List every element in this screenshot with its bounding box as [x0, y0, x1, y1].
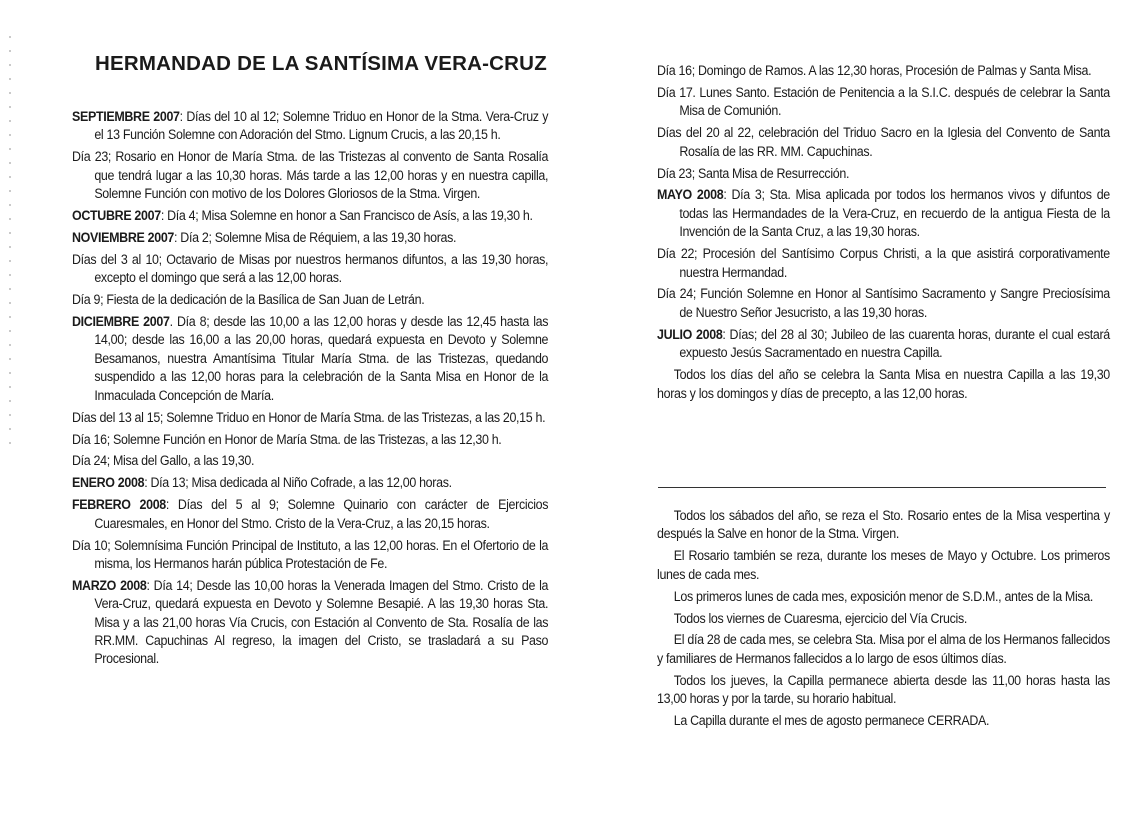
schedule-entry [72, 474, 548, 492]
worship-note: Todos los viernes de Cuaresma, ejercicio del Vía Crucis. [673, 610, 967, 626]
regular-worship-notes [657, 507, 1110, 734]
entry-text: Días del 3 al 10; Octavario de Misas por nuestros hermanos difuntos, a las 19,30 horas, excepto el domingo que será a las 12,00 horas. [72, 251, 549, 286]
entry-text: Día 24; Función Solemne en Honor al Santísimo Sacramento y Sangre Preciosísima de Nuestro Señor Jesucristo, a las 19,30 horas. [657, 286, 1110, 320]
schedule-entry [72, 207, 548, 225]
worship-note: El Rosario también se reza, durante los meses de Mayo y Octubre. Los primeros lunes de cada mes. [657, 548, 1110, 582]
entry-text: Día 24; Misa del Gallo, a las 19,30. [72, 453, 255, 469]
page-title: HERMANDAD DE LA SANTÍSIMA VERA-CRUZ [95, 52, 547, 75]
entry-text: : Días; del 28 al 30; Jubileo de las cuarenta horas, durante el cual estará expuesto Jesús Sacramentado en nuestra Capilla. [679, 326, 1110, 361]
entry-text: . Día 8; desde las 10,00 a las 12,00 horas y desde las 12,45 hasta las 14,00; desde las 16,00 a las 20,00 horas, quedará expuesta en Devoto y Solemne Besamanos, nuestra Amantísima Titular María Stma. de las Tristezas, quedando suspendido a las 12,00 horas para la celebración de la Santa Misa en Honor de la Inmaculada Concepción de María. [94, 314, 549, 403]
schedule-entry [72, 251, 548, 288]
month-heading: NOVIEMBRE 2007 [72, 229, 175, 245]
worship-note: Todos los sábados del año, se reza el Sto. Rosario entes de la Misa vespertina y después la Salve en honor de la Stma. Virgen. [657, 508, 1110, 542]
month-heading: OCTUBRE 2007 [72, 208, 161, 224]
schedule-entry [72, 291, 548, 309]
schedule-entry [72, 229, 548, 247]
month-heading: MARZO 2008 [72, 577, 147, 593]
entry-text: Día 9; Fiesta de la dedicación de la Basílica de San Juan de Letrán. [72, 292, 425, 308]
entry-text: : Días del 5 al 9; Solemne Quinario con carácter de Ejercicios Cuaresmales, en Honor del Stmo. Cristo de la Vera-Cruz, a las 20,15 horas. [94, 497, 549, 531]
left-schedule [72, 108, 548, 672]
entry-text: : Día 3; Sta. Misa aplicada por todos los hermanos vivos y difuntos de todas las Hermandades de la Vera-Cruz, en recuerdo de la antigua Fiesta de la Invención de la Santa Cruz, a las 19,30 horas. [679, 187, 1110, 240]
entry-text: Día 22; Procesión del Santísimo Corpus Christi, a la que asistirá corporativamente nuestra Hermandad. [657, 246, 1110, 280]
entry-text: Días del 13 al 15; Solemne Triduo en Honor de María Stma. de las Tristezas, a las 20,15 h. [72, 409, 546, 425]
schedule-entry [72, 148, 548, 203]
month-heading: ENERO 2008 [72, 475, 145, 491]
month-heading: MAYO 2008 [657, 187, 724, 203]
entry-text: Días del 20 al 22, celebración del Triduo Sacro en la Iglesia del Convento de Santa Rosalía de las RR. MM. Capuchinas. [657, 125, 1110, 159]
entry-text: : Día 13; Misa dedicada al Niño Cofrade, a las 12,00 horas. [144, 475, 452, 491]
schedule-entry [72, 431, 548, 449]
schedule-entry [72, 409, 548, 427]
schedule-entry [72, 452, 548, 470]
worship-note: Los primeros lunes de cada mes, exposición menor de S.D.M., antes de la Misa. [673, 588, 1094, 604]
daily-mass-note: Todos los días del año se celebra la Santa Misa en nuestra Capilla a las 19,30 horas y los domingos y días de precepto, a las 12,00 horas. [657, 367, 1110, 401]
month-heading: JULIO 2008 [657, 326, 723, 342]
schedule-entry [72, 577, 548, 669]
worship-note: El día 28 de cada mes, se celebra Sta. Misa por el alma de los Hermanos fallecidos y familiares de Hermanos fallecidos a lo largo de esos últimos días. [657, 632, 1110, 666]
worship-note: Todos los jueves, la Capilla permanece abierta desde las 11,00 horas hasta las 13,00 horas y por la tarde, su horario habitual. [657, 672, 1110, 707]
entry-text: Día 17. Lunes Santo. Estación de Penitencia a la S.I.C. después de celebrar la Santa Misa de Comunión. [657, 84, 1110, 119]
left-page [72, 0, 550, 825]
schedule-entry [72, 108, 548, 145]
right-page-lower [657, 0, 1110, 825]
schedule-entry [72, 537, 548, 574]
entry-text: : Día 2; Solemne Misa de Réquiem, a las 19,30 horas. [174, 229, 457, 245]
month-heading: DICIEMBRE 2007 [72, 314, 170, 330]
binding-margin-dots [8, 30, 12, 450]
entry-text: Día 16; Domingo de Ramos. A las 12,30 horas, Procesión de Palmas y Santa Misa. [657, 63, 1092, 78]
entry-text: : Día 14; Desde las 10,00 horas la Venerada Imagen del Stmo. Cristo de la Vera-Cruz, quedará expuesta en Devoto y Solemne Besapié. A las 19,30 horas Sta. Misa y a las 21,00 horas Vía Crucis, con Estación al Convento de Sta. Rosalía de las RR.MM. Capuchinas Al regreso, la imagen del Cristo, se trasladará a su Paso Procesional. [94, 577, 549, 667]
entry-text: : Día 4; Misa Solemne en honor a San Francisco de Asís, a las 19,30 h. [160, 208, 533, 224]
entry-text: Día 23; Rosario en Honor de María Stma. de las Tristezas al convento de Santa Rosalía que tendrá lugar a las 10,30 horas. Más tarde a las 12,00 horas y en nuestra capilla, Solemne Función con motivo de los Dolores Gloriosos de la Stma. Virgen. [72, 149, 549, 202]
schedule-entry [72, 313, 548, 405]
worship-note: La Capilla durante el mes de agosto permanece CERRADA. [673, 713, 990, 729]
entry-text: Día 16; Solemne Función en Honor de María Stma. de las Tristezas, a las 12,30 h. [72, 431, 502, 447]
entry-text: Día 23; Santa Misa de Resurrección. [657, 165, 850, 181]
entry-text: : Días del 10 al 12; Solemne Triduo en Honor de la Stma. Vera-Cruz y el 13 Función Solemne con Adoración del Stmo. Lignum Crucis, a las 20,15 h. [94, 109, 549, 143]
month-heading: FEBRERO 2008 [72, 497, 166, 513]
entry-text: Día 10; Solemnísima Función Principal de Instituto, a las 12,00 horas. En el Ofertorio de la misma, los Hermanos harán pública Protestación de Fe. [72, 537, 549, 571]
schedule-entry [72, 496, 548, 533]
month-heading: SEPTIEMBRE 2007 [72, 109, 180, 124]
